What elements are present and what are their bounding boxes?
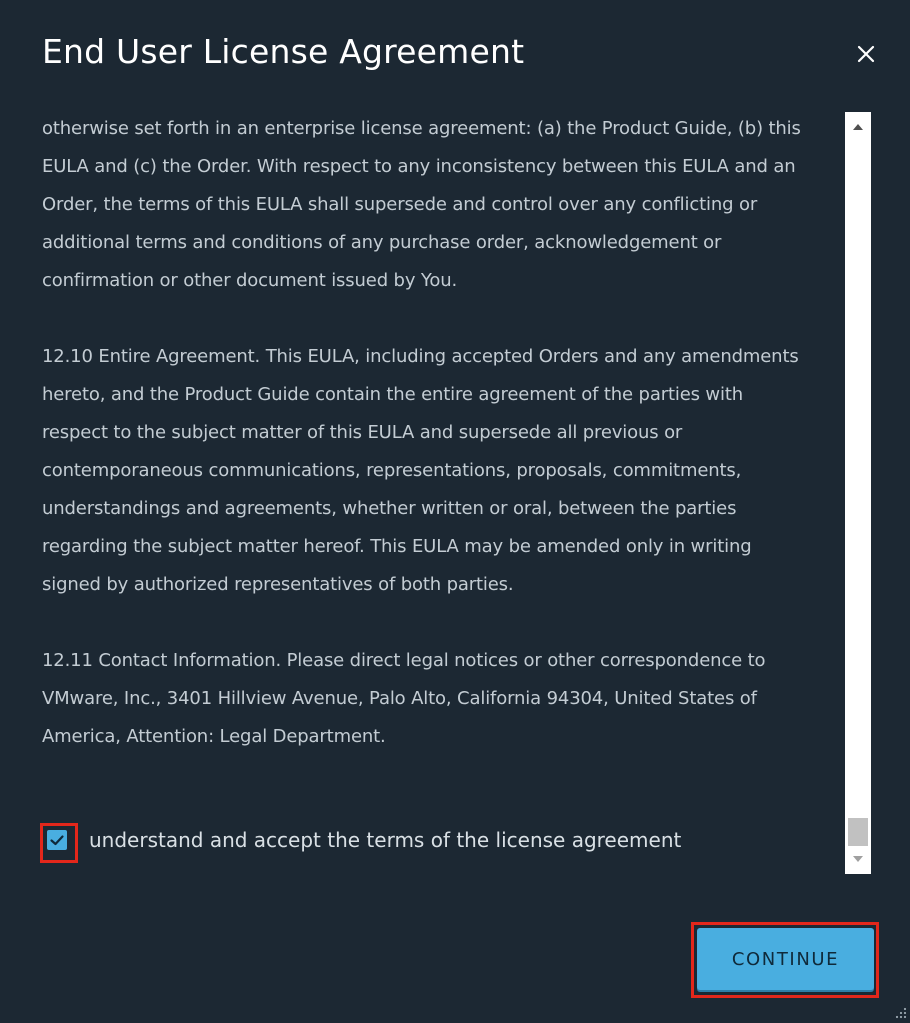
scroll-down-arrow-icon [845, 848, 871, 870]
eula-line: Order, the terms of this EULA shall supersede and control over any conflicting or [42, 194, 758, 215]
eula-paragraph [42, 642, 842, 756]
eula-line: contemporaneous communications, representations, proposals, commitments, [42, 460, 742, 481]
eula-line: 12.11 Contact Information. Please direct legal notices or other correspondence to [42, 650, 766, 671]
eula-line: confirmation or other document issued by You. [42, 270, 458, 291]
eula-line: understandings and agreements, whether written or oral, between the parties [42, 498, 737, 519]
eula-paragraph [42, 110, 842, 300]
eula-line: hereto, and the Product Guide contain the entire agreement of the parties with [42, 384, 744, 405]
eula-line: EULA and (c) the Order. With respect to any inconsistency between this EULA and an [42, 156, 796, 177]
dialog-title: End User License Agreement [42, 32, 525, 71]
eula-paragraph [42, 338, 842, 604]
eula-line: additional terms and conditions of any purchase order, acknowledgement or [42, 232, 722, 253]
eula-scrollbar[interactable] [845, 112, 871, 874]
scroll-up-button[interactable] [845, 116, 871, 138]
scroll-up-arrow-icon [845, 116, 871, 138]
close-button[interactable] [852, 40, 880, 68]
eula-line: America, Attention: Legal Department. [42, 726, 386, 747]
accept-checkbox-label[interactable]: understand and accept the terms of the license agreement [89, 828, 682, 852]
close-icon [852, 40, 880, 68]
eula-line: VMware, Inc., 3401 Hillview Avenue, Palo Alto, California 94304, United States of [42, 688, 757, 709]
eula-line: otherwise set forth in an enterprise license agreement: (a) the Product Guide, (b) this [42, 118, 801, 139]
eula-line: 12.10 Entire Agreement. This EULA, including accepted Orders and any amendments [42, 346, 799, 367]
accept-checkbox[interactable] [47, 830, 67, 850]
resize-grip-icon[interactable] [890, 1003, 908, 1021]
checkmark-icon [47, 830, 67, 850]
eula-line: signed by authorized representatives of both parties. [42, 574, 514, 595]
eula-line: regarding the subject matter hereof. This EULA may be amended only in writing [42, 536, 752, 557]
scroll-down-button[interactable] [845, 848, 871, 870]
eula-line: respect to the subject matter of this EULA and supersede all previous or [42, 422, 683, 443]
eula-text-area[interactable] [42, 110, 842, 874]
continue-button[interactable]: CONTINUE [697, 928, 874, 990]
scroll-thumb[interactable] [848, 818, 868, 846]
